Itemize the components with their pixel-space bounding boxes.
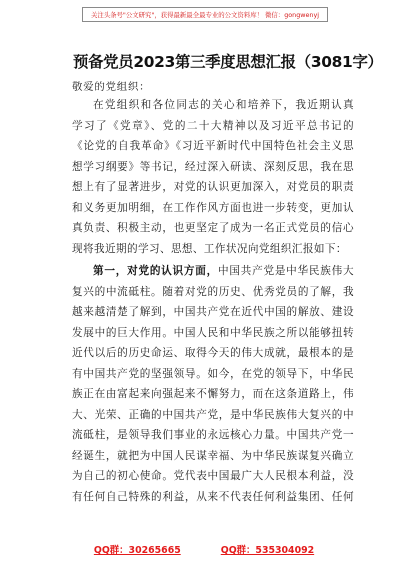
paragraph-line: 发展中的巨大作用。中国人民和中华民族之所以能够扭转 (72, 326, 354, 339)
paragraph-line: 真负责、积极主动，也更坚定了成为一名正式党员的信心 (72, 222, 354, 234)
promo-banner (82, 7, 328, 22)
salutation: 敬爱的党组织： (72, 81, 151, 93)
section-lead: 第一，对党的认识方面， (93, 265, 218, 277)
paragraph-line: 和义务更加明细，在工作作风方面也进一步转变，更加认 (72, 201, 354, 214)
paragraph-line (72, 261, 354, 282)
paragraph-line: 复兴的中流砥柱。随着对党的历史、优秀党员的了解，我 (72, 285, 354, 298)
paragraph-line: 近代以后的历史命运、取得今天的伟大成就，最根本的是 (72, 347, 354, 359)
paragraph-line: 想学习纲要》等书记，经过深入研读、深刻反思，我在思 (72, 160, 354, 173)
paragraph-line-text: 中国共产党是中华民族伟大 (218, 265, 354, 277)
paragraph-line: 想上有了显著进步，对党的认识更加深入，对党员的职责 (72, 181, 354, 193)
paragraph-line: 学习了《党章》、党的二十大精神以及习近平总书记的 (72, 119, 354, 132)
paragraph-line: 有任何自己特殊的利益，从来不代表任何利益集团、任何 (72, 490, 354, 503)
paragraph-2 (72, 261, 354, 507)
qq-group-link-1[interactable]: QQ群：30265665 (93, 545, 181, 556)
document-title: 预备党员2023第三季度思想汇报（3081字） (73, 53, 383, 71)
paragraph-line: 在党组织和各位同志的关心和培养下，我近期认真 (93, 99, 354, 111)
paragraph-line: 经诞生，就把为中国人民谋幸福、为中华民族谋复兴确立 (72, 449, 354, 462)
paragraph-line: 有中国共产党的坚强领导。如今，在党的领导下，中华民 (72, 367, 354, 380)
paragraph-line: 越来越清楚了解到，中国共产党在近代中国的解放、建设 (72, 306, 354, 318)
paragraph-line: 《论党的自我革命》《习近平新时代中国特色社会主义思 (72, 140, 354, 152)
paragraph-line: 大、光荣、正确的中国共产党，是中华民族伟大复兴的中 (72, 408, 354, 421)
paragraph-line: 族正在由富起来向强起来不懈努力，而在这条道路上，伟 (72, 388, 354, 400)
paragraph-line: 为自己的初心使命。党代表中国最广大人民根本利益，没 (72, 470, 354, 482)
paragraph-line: 流砥柱，是领导我们事业的永远核心力量。中国共产党一 (72, 429, 354, 441)
paragraph-1 (72, 95, 354, 259)
promo-banner-text: 关注头条号"公文研究"，获得最新最全最专业的公文资料库！ 微信：gongwenyj (90, 11, 320, 19)
qq-group-link-2[interactable]: QQ群：535304092 (220, 545, 315, 556)
footer-contacts (0, 542, 408, 560)
paragraph-line: 现将我近期的学习、思想、工作状况向党组织汇报如下： (72, 242, 347, 255)
